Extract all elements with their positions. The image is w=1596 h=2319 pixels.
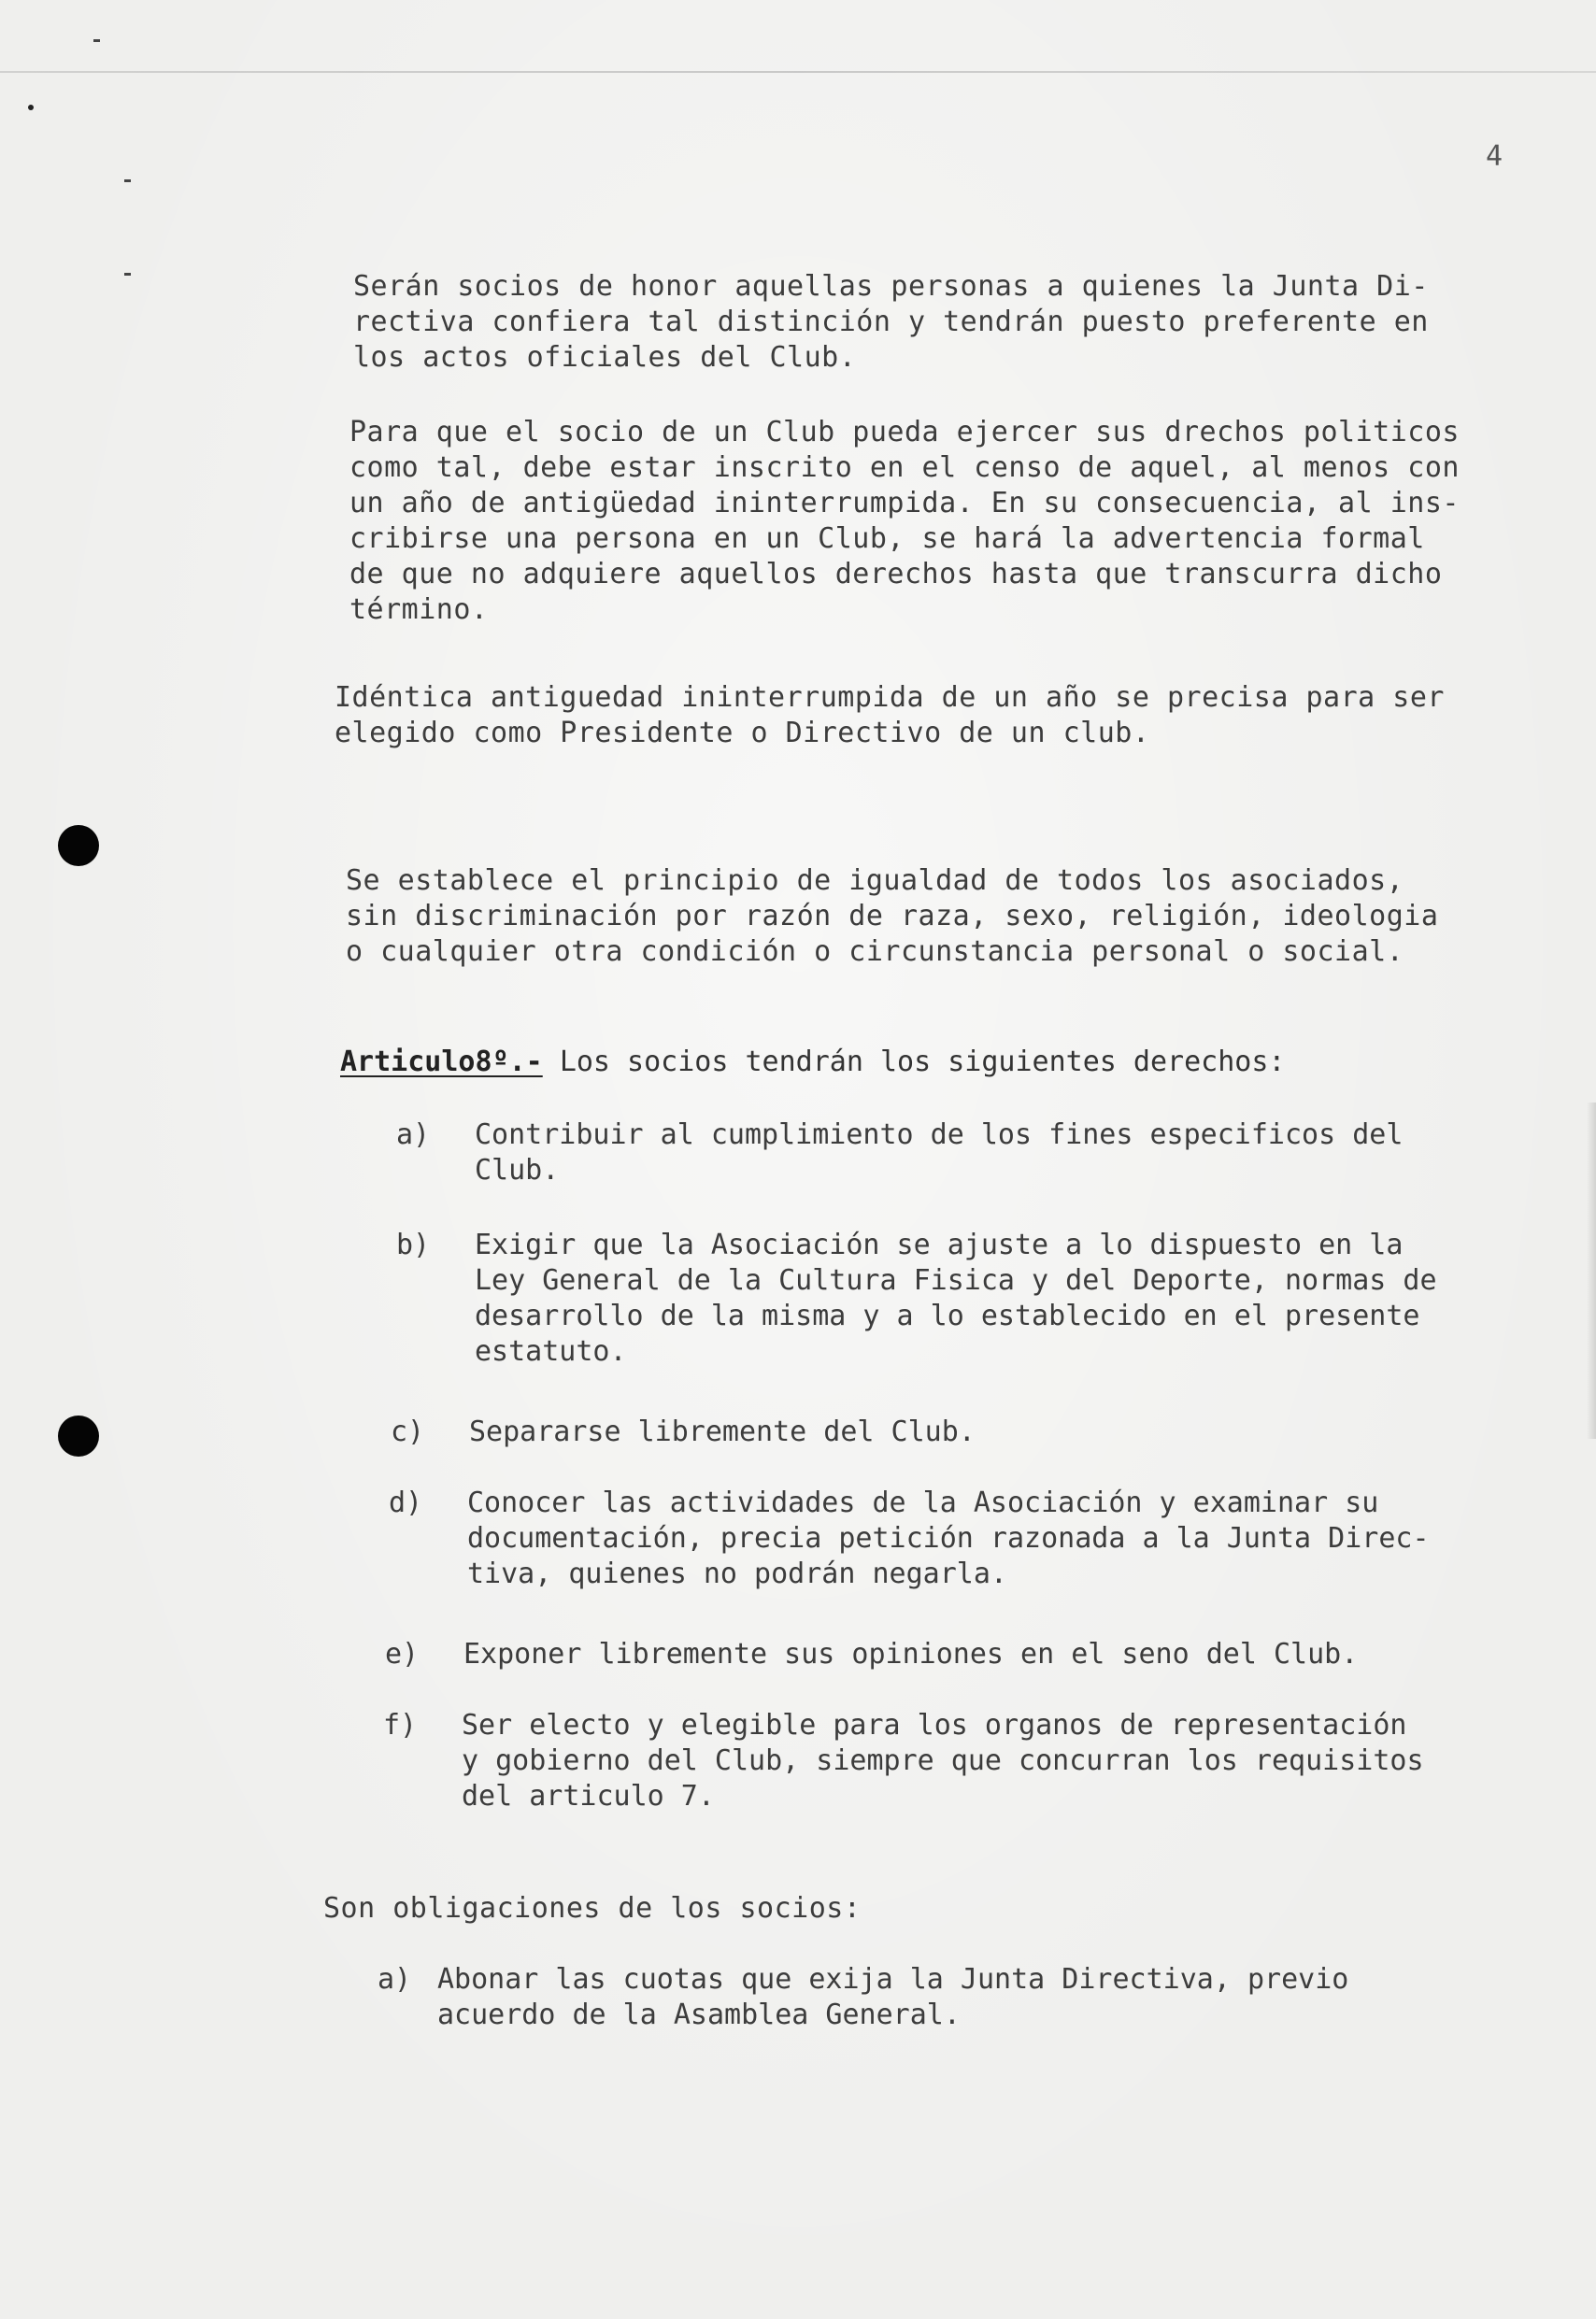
paragraph-derechos-politicos — [349, 415, 1460, 628]
text-line: tiva, quienes no podrán negarla. — [467, 1558, 1007, 1590]
scan-mark — [124, 273, 131, 276]
text-line: Ley General de la Cultura Fisica y del Deporte, normas de — [475, 1264, 1437, 1297]
text-line: sin discriminación por razón de raza, sexo, religión, ideologia — [346, 900, 1439, 932]
list-marker: a) — [378, 1963, 412, 1996]
text-line: los actos oficiales del Club. — [353, 341, 857, 374]
scan-speck — [28, 105, 34, 110]
text-line: Club. — [475, 1154, 560, 1187]
articulo-heading — [340, 1045, 1285, 1080]
text-line: desarrollo de la misma y a lo establecido en el presente — [475, 1300, 1420, 1332]
text-line: Contribuir al cumplimiento de los fines especificos del — [475, 1118, 1404, 1151]
text-line: Idéntica antiguedad ininterrumpida de un año se precisa para ser — [335, 681, 1445, 714]
scan-mark — [124, 179, 131, 182]
text-line: Ser electo y elegible para los organos de representación — [462, 1709, 1407, 1742]
text-line: como tal, debe estar inscrito en el censo de aquel, al menos con — [349, 451, 1460, 484]
obligaciones-heading — [323, 1891, 861, 1927]
list-marker: d) — [389, 1487, 423, 1519]
punch-hole-upper — [58, 825, 99, 866]
text-line: del articulo 7. — [462, 1780, 715, 1813]
text-line: rectiva confiera tal distinción y tendrán puesto preferente en — [353, 306, 1429, 338]
list-marker: f) — [383, 1709, 418, 1742]
paragraph-socios-honor — [353, 269, 1429, 376]
text-line: término. — [349, 593, 489, 626]
text-line: o cualquier otra condición o circunstancia personal o social. — [346, 935, 1404, 968]
text-line: Se establece el principio de igualdad de todos los asociados, — [346, 864, 1404, 897]
text-line: Separarse libremente del Club. — [469, 1416, 976, 1448]
text-line: y gobierno del Club, siempre que concurran los requisitos — [462, 1744, 1424, 1777]
text-line: Exigir que la Asociación se ajuste a lo dispuesto en la — [475, 1229, 1404, 1261]
page-top-edge — [0, 71, 1596, 73]
text-line: un año de antigüedad ininterrumpida. En su consecuencia, al ins- — [349, 487, 1460, 519]
text-line: documentación, precia petición razonada a la Junta Direc- — [467, 1522, 1430, 1555]
articulo-label: Articulo8º.- — [340, 1046, 543, 1078]
text-line: Exponer libremente sus opiniones en el seno del Club. — [463, 1638, 1359, 1671]
text-line: estatuto. — [475, 1335, 627, 1368]
scan-mark — [93, 39, 100, 42]
text-line: Conocer las actividades de la Asociación y examinar su — [467, 1487, 1379, 1519]
list-marker: e) — [385, 1638, 420, 1671]
page-number: 4 — [1486, 140, 1503, 173]
articulo-intro: Los socios tendrán los siguientes derechos: — [559, 1046, 1286, 1078]
paragraph-antiguedad — [335, 680, 1445, 751]
punch-hole-lower — [58, 1416, 99, 1457]
text-line: acuerdo de la Asamblea General. — [437, 1999, 961, 2031]
text-line: Serán socios de honor aquellas personas a quienes la Junta Di- — [353, 270, 1429, 303]
list-marker: b) — [396, 1229, 431, 1261]
text-line: elegido como Presidente o Directivo de un club. — [335, 717, 1150, 749]
text-line: Para que el socio de un Club pueda ejercer sus drechos politicos — [349, 416, 1460, 448]
text-line: Son obligaciones de los socios: — [323, 1892, 862, 1925]
text-line: cribirse una persona en un Club, se hará la advertencia formal — [349, 522, 1425, 555]
list-marker: c) — [391, 1416, 425, 1448]
page-right-shadow — [1587, 1103, 1596, 1439]
text-line: Abonar las cuotas que exija la Junta Directiva, previo — [437, 1963, 1349, 1996]
list-marker: a) — [396, 1118, 431, 1151]
text-line: de que no adquiere aquellos derechos hasta que transcurra dicho — [349, 558, 1443, 590]
paragraph-igualdad — [346, 863, 1438, 970]
